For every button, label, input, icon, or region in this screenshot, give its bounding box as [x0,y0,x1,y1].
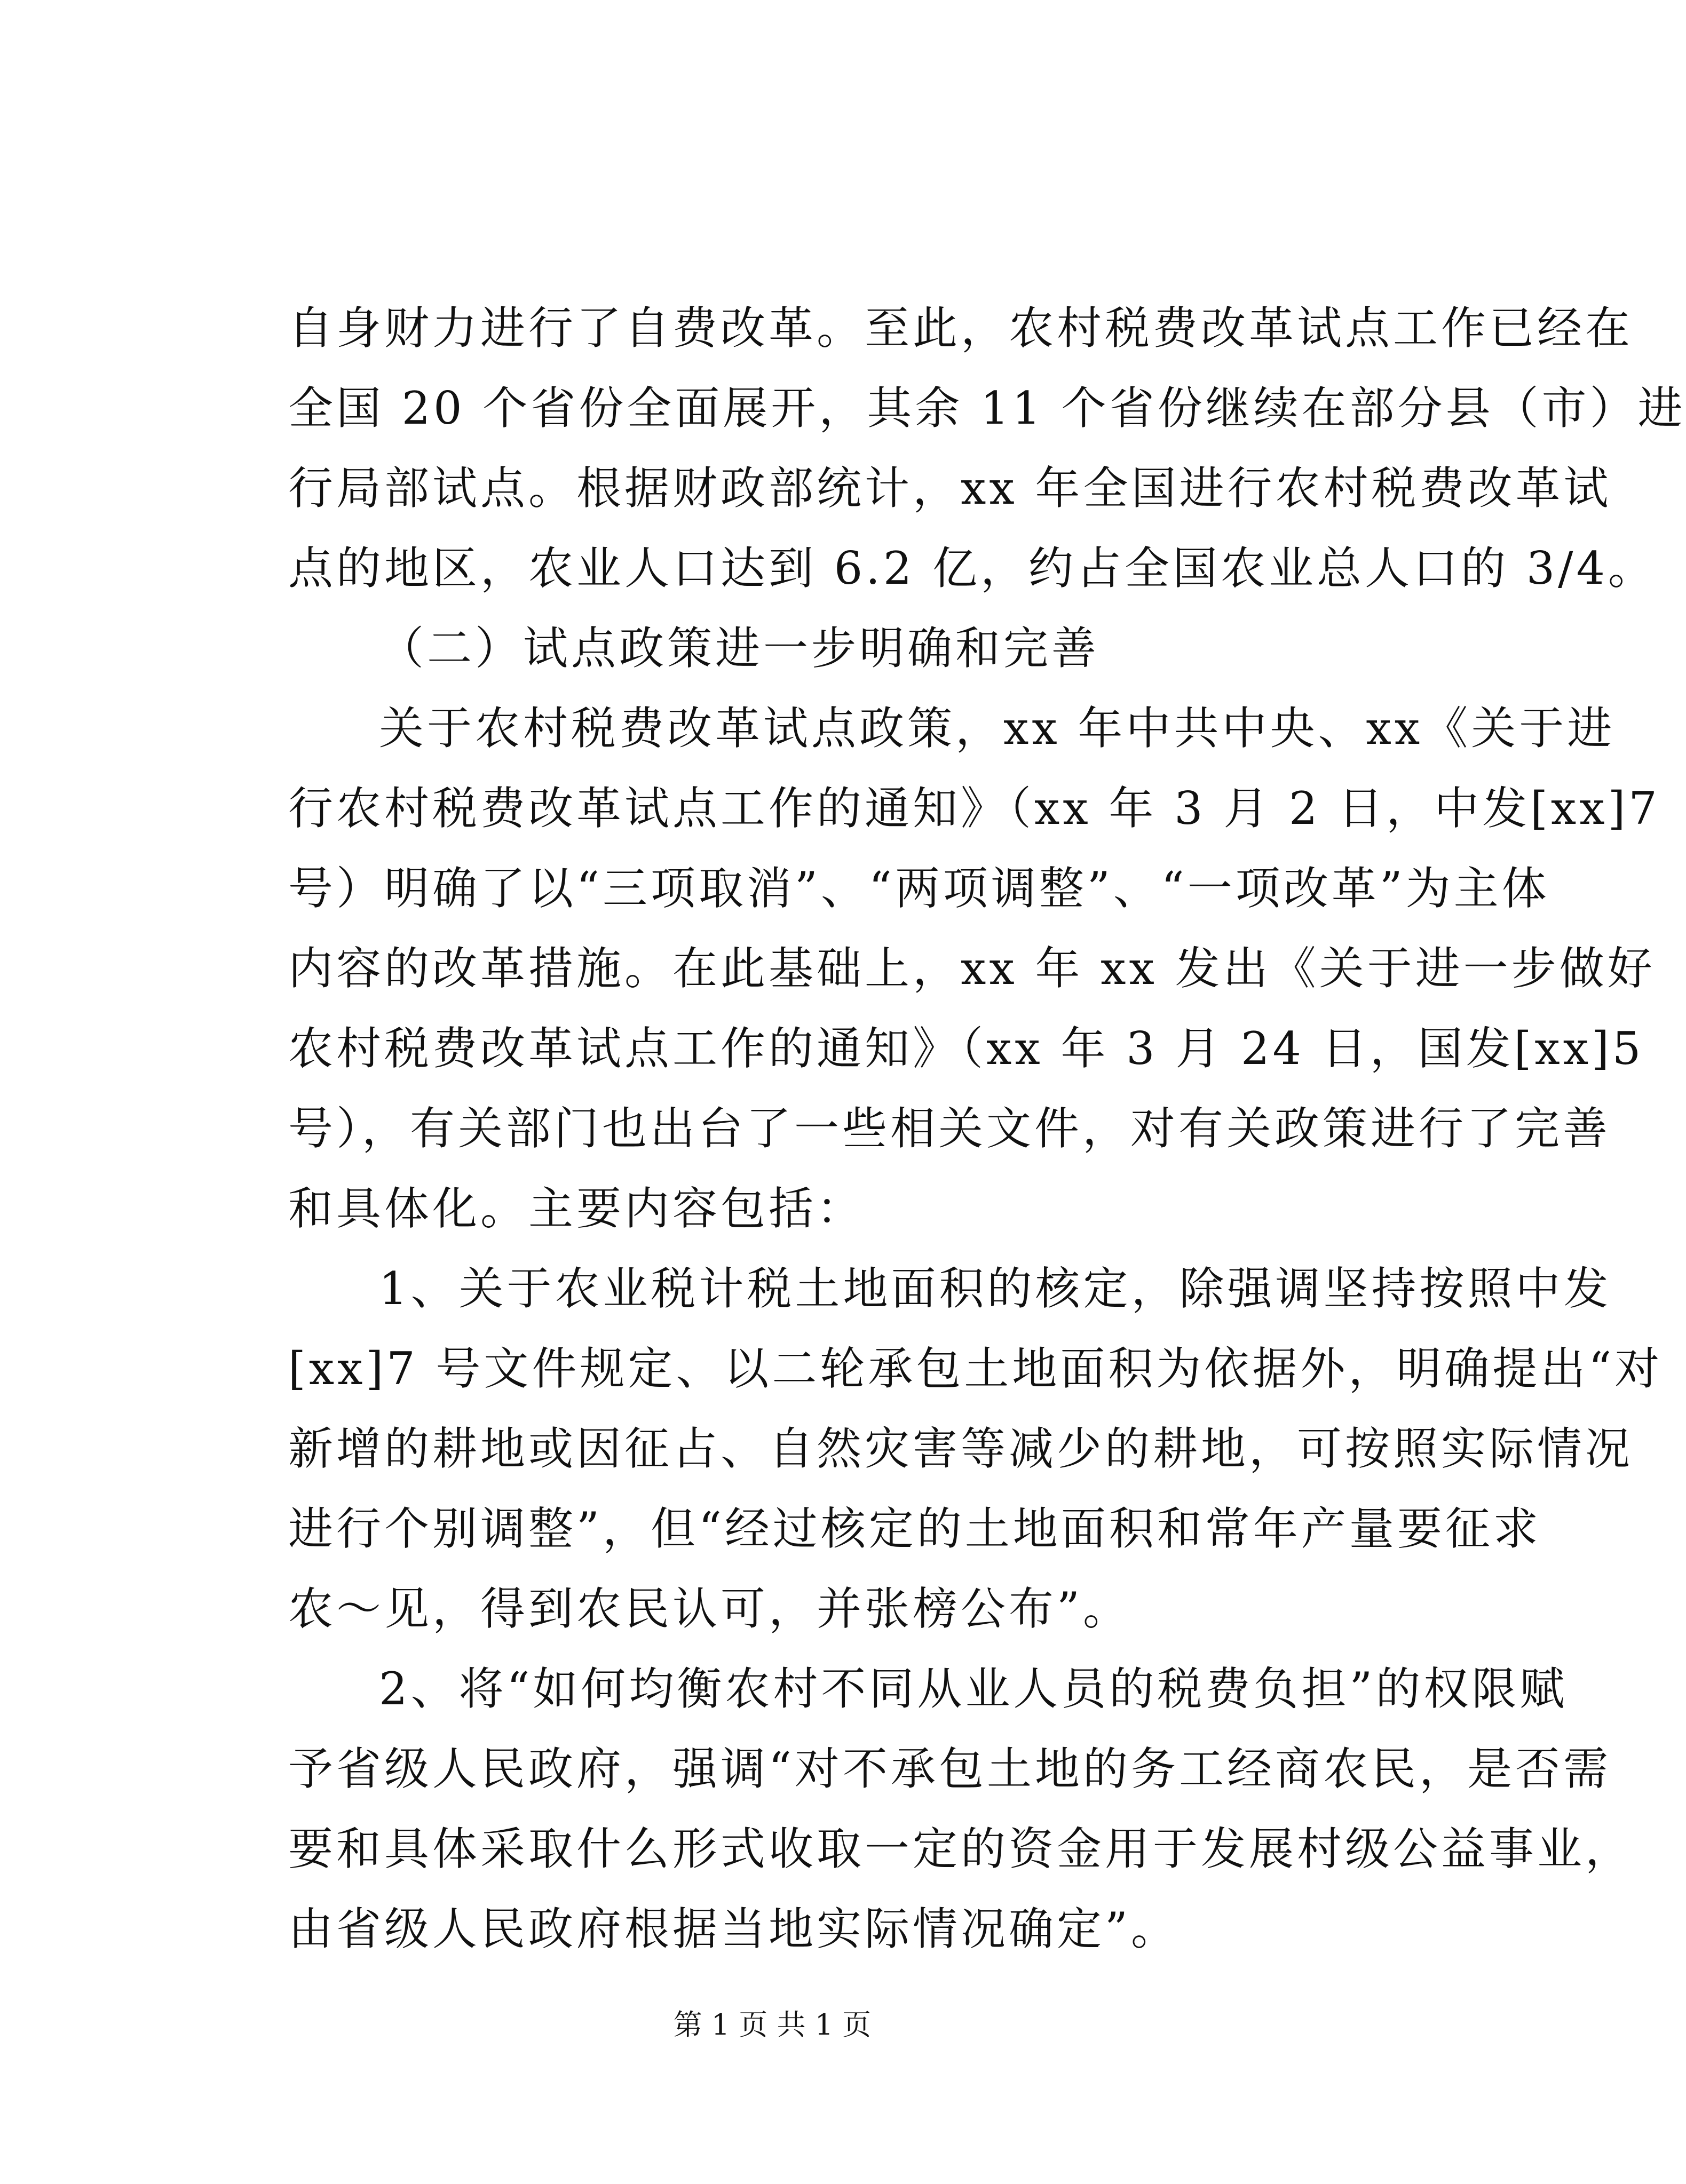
text-line: 关于农村税费改革试点政策，xx 年中共中央、xx《关于进 [379,702,1616,755]
document-body [288,288,1686,1969]
text-line: 行农村税费改革试点工作的通知》（xx 年 3 月 2 日，中发[xx]7 [288,782,1660,835]
text-line: 号）明确了以“三项取消”、“两项调整”、“一项改革”为主体 [288,862,1550,915]
text-line: 农～见，得到农民认可，并张榜公布”。 [288,1583,1131,1635]
list-item: 1、关于农业税计税土地面积的核定，除强调坚持按照中发 [379,1262,1612,1315]
text-line: 由省级人民政府根据当地实际情况确定”。 [288,1903,1179,1955]
text-line: 号），有关部门也出台了一些相关文件，对有关政策进行了完善 [288,1102,1611,1155]
text-line: 自身财力进行了自费改革。至此，农村税费改革试点工作已经在 [288,302,1634,354]
text-line: [xx]7 号文件规定、以二轮承包土地面积为依据外，明确提出“对 [288,1343,1663,1395]
text-line: 进行个别调整”，但“经过核定的土地面积和常年产量要征求 [288,1503,1541,1555]
text-line: 新增的耕地或因征占、自然灾害等减少的耕地，可按照实际情况 [288,1423,1634,1475]
text-line: 行局部试点。根据财政部统计，xx 年全国进行农村税费改革试 [288,462,1612,514]
text-line: 全国 20 个省份全面展开，其余 11 个省份继续在部分县（市）进 [288,382,1686,434]
list-item: 2、将“如何均衡农村不同从业人员的税费负担”的权限赋 [379,1663,1568,1715]
text-line: 和具体化。主要内容包括： [288,1182,865,1235]
text-line: 农村税费改革试点工作的通知》（xx 年 3 月 24 日，国发[xx]5 [288,1022,1644,1075]
page-footer: 第 1 页 共 1 页 [673,2008,872,2042]
text-line: 点的地区，农业人口达到 6.2 亿，约占全国农业总人口的 3/4。 [288,542,1656,594]
text-line: 要和具体采取什么形式收取一定的资金用于发展村级公益事业， [288,1823,1634,1875]
text-line: 内容的改革措施。在此基础上，xx 年 xx 发出《关于进一步做好 [288,942,1656,995]
section-heading: （二）试点政策进一步明确和完善 [379,622,1100,674]
text-line: 予省级人民政府，强调“对不承包土地的务工经商农民，是否需 [288,1743,1611,1795]
